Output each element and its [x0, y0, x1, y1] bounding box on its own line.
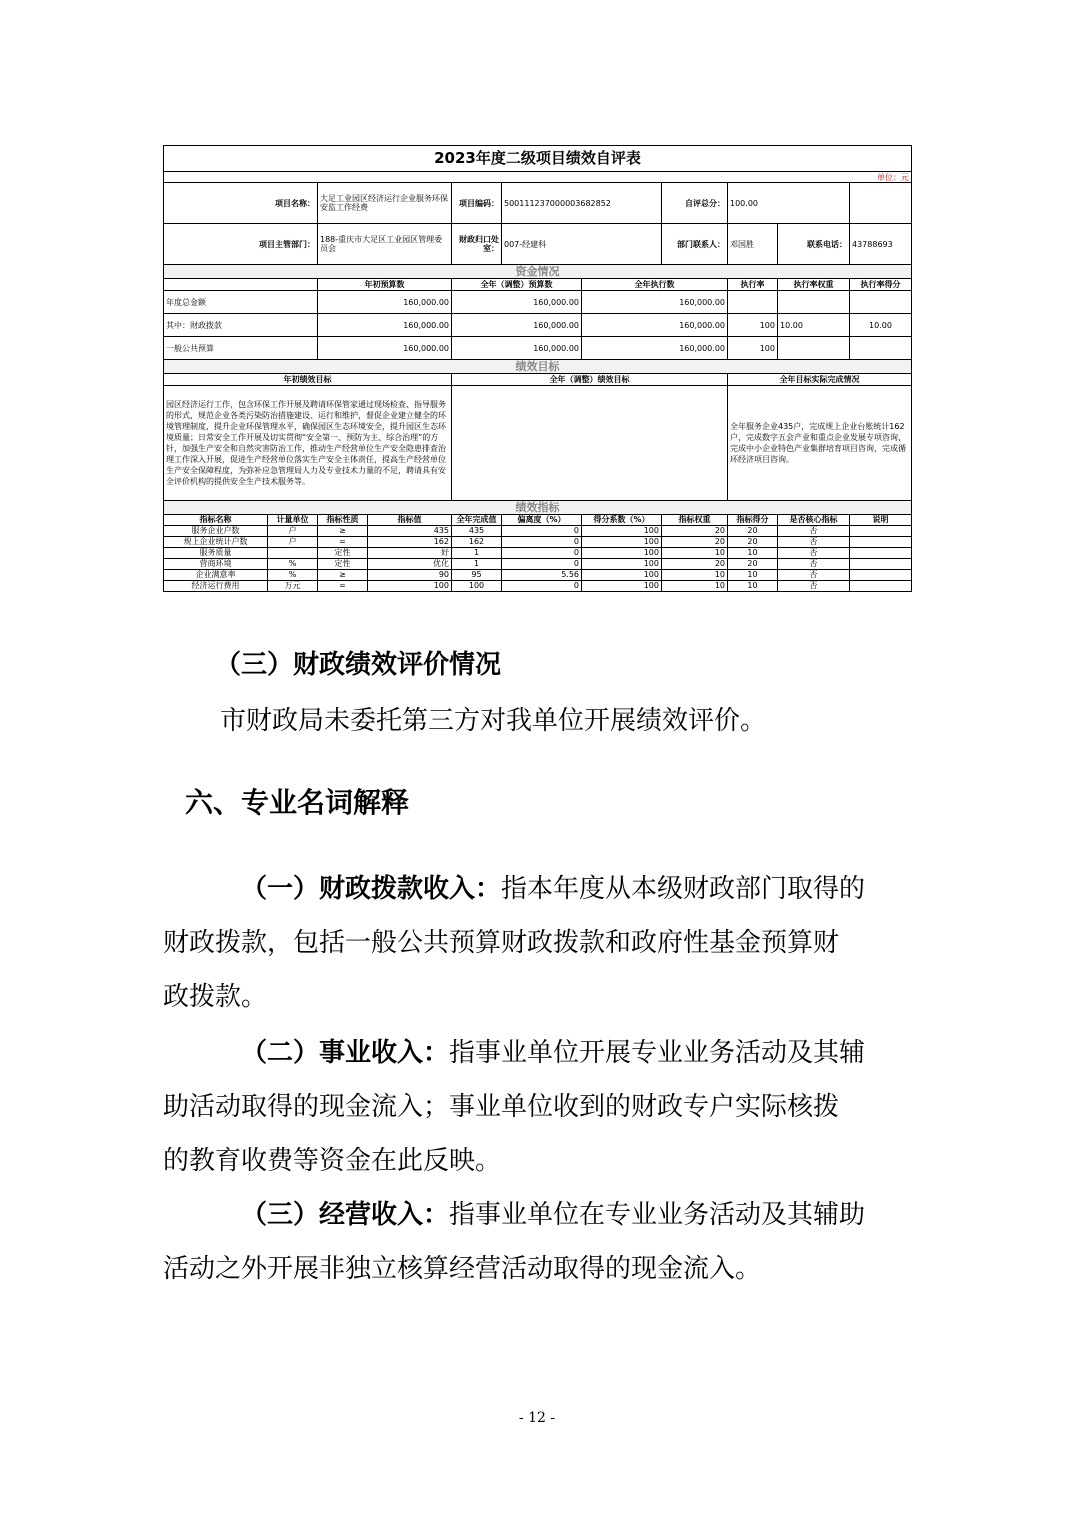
- funds-row-adjusted: 160,000.00: [452, 291, 582, 314]
- ind-coef: 100: [582, 537, 662, 548]
- performance-self-evaluation-table: [163, 145, 912, 592]
- funds-row-weight: 10.00: [778, 314, 850, 337]
- ind-weight: 10: [662, 570, 728, 581]
- funds-row-name: 年度总金额: [164, 291, 318, 314]
- ind-score: 20: [728, 559, 778, 570]
- ind-col-nature: 指标性质: [318, 515, 368, 526]
- funds-col-score: 执行率得分: [850, 279, 912, 291]
- table-title: 2023年度二级项目绩效自评表: [164, 146, 912, 172]
- definition-text: 财政拨款，包括一般公共预算财政拨款和政府性基金预算财: [163, 928, 840, 958]
- dept: 188-重庆市大足区工业园区管理委员会: [318, 224, 452, 265]
- project-name-label: 项目名称：: [164, 183, 318, 224]
- definition-text: 的教育收费等资金在此反映。: [163, 1146, 502, 1176]
- ind-col-note: 说明: [850, 515, 912, 526]
- ind-nature: 定性: [318, 548, 368, 559]
- ind-unit: %: [268, 559, 318, 570]
- ind-col-core: 是否核心指标: [778, 515, 850, 526]
- ind-nature: ≥: [318, 570, 368, 581]
- definition-business-income: [163, 1026, 913, 1188]
- goals-col-initial: 年初绩效目标: [164, 374, 452, 386]
- ind-target: 优化: [368, 559, 452, 570]
- funds-row-name: 其中：财政拨款: [164, 314, 318, 337]
- ind-dev: 0: [502, 559, 582, 570]
- ind-target: 90: [368, 570, 452, 581]
- definition-text: 助活动取得的现金流入；事业单位收到的财政专户实际核拨: [163, 1092, 840, 1122]
- ind-name: 规上企业统计户数: [164, 537, 268, 548]
- ind-score: 20: [728, 537, 778, 548]
- funds-row-initial: 160,000.00: [318, 314, 452, 337]
- funds-row-rate: 100: [728, 337, 778, 360]
- funds-row-name: 一般公共预算: [164, 337, 318, 360]
- funds-col-executed: 全年执行数: [582, 279, 728, 291]
- ind-target: 435: [368, 526, 452, 537]
- total-score-label: 自评总分：: [662, 183, 728, 224]
- ind-weight: 20: [662, 526, 728, 537]
- ind-note: [850, 537, 912, 548]
- ind-score: 10: [728, 581, 778, 592]
- ind-dev: 0: [502, 537, 582, 548]
- empty-cell: [850, 183, 912, 224]
- ind-dev: 0: [502, 581, 582, 592]
- funds-row-executed: 160,000.00: [582, 337, 728, 360]
- ind-col-score: 指标得分: [728, 515, 778, 526]
- ind-core: 否: [778, 537, 850, 548]
- funds-row-executed: 160,000.00: [582, 291, 728, 314]
- section-heading-finance-evaluation: （三）财政绩效评价情况: [215, 650, 502, 680]
- funds-section-header: 资金情况: [164, 265, 912, 279]
- funds-row-score: [850, 291, 912, 314]
- ind-note: [850, 581, 912, 592]
- indicator-row: [164, 570, 912, 581]
- ind-target: 162: [368, 537, 452, 548]
- project-code-label: 项目编码：: [452, 183, 502, 224]
- ind-coef: 100: [582, 526, 662, 537]
- funds-col-rate: 执行率: [728, 279, 778, 291]
- ind-done: 435: [452, 526, 502, 537]
- funds-row-adjusted: 160,000.00: [452, 337, 582, 360]
- indicator-row: [164, 526, 912, 537]
- definition-text: 指事业单位开展专业业务活动及其辅: [449, 1038, 866, 1068]
- ind-col-unit: 计量单位: [268, 515, 318, 526]
- ind-core: 否: [778, 581, 850, 592]
- page-number: - 12 -: [518, 1410, 556, 1426]
- ind-col-dev: 偏离度（%）: [502, 515, 582, 526]
- contact: 邓国胜: [728, 224, 778, 265]
- ind-done: 1: [452, 559, 502, 570]
- ind-note: [850, 548, 912, 559]
- ind-nature: ≥: [318, 526, 368, 537]
- project-code: 500111237000003682852: [502, 183, 662, 224]
- ind-nature: 定性: [318, 559, 368, 570]
- contact-label: 部门联系人：: [662, 224, 728, 265]
- ind-done: 100: [452, 581, 502, 592]
- funds-row-score: [850, 337, 912, 360]
- goals-col-actual: 全年目标实际完成情况: [728, 374, 912, 386]
- finance-office-label: 财政归口处室：: [452, 224, 502, 265]
- ind-weight: 10: [662, 581, 728, 592]
- ind-col-weight: 指标权重: [662, 515, 728, 526]
- dept-label: 项目主管部门：: [164, 224, 318, 265]
- ind-core: 否: [778, 559, 850, 570]
- ind-done: 1: [452, 548, 502, 559]
- ind-note: [850, 559, 912, 570]
- indicator-row: [164, 548, 912, 559]
- definition-text: 指本年度从本级财政部门取得的: [501, 874, 866, 904]
- goals-col-adjusted: 全年（调整）绩效目标: [452, 374, 728, 386]
- ind-score: 10: [728, 570, 778, 581]
- funds-col-weight: 执行率权重: [778, 279, 850, 291]
- ind-coef: 100: [582, 581, 662, 592]
- total-score: 100.00: [728, 183, 850, 224]
- ind-coef: 100: [582, 570, 662, 581]
- ind-target: 好: [368, 548, 452, 559]
- funds-row: [164, 291, 912, 314]
- goals-section-header: 绩效目标: [164, 360, 912, 374]
- ind-name: 营商环境: [164, 559, 268, 570]
- ind-dev: 0: [502, 526, 582, 537]
- finance-evaluation-paragraph: 市财政局未委托第三方对我单位开展绩效评价。: [220, 706, 767, 736]
- definition-operating-income: [163, 1188, 913, 1296]
- ind-target: 100: [368, 581, 452, 592]
- funds-row-initial: 160,000.00: [318, 337, 452, 360]
- ind-name: 服务企业户数: [164, 526, 268, 537]
- project-name: 大足工业园区经济运行企业服务环保安监工作经费: [318, 183, 452, 224]
- funds-row-rate: 100: [728, 314, 778, 337]
- goal-actual-text: 全年服务企业435户，完成规上企业台账统计162户，完成数字五会产业和重点企业发展专项咨询，完成中小企业特色产业集群培育项目咨询，完成循环经济项目咨询。: [728, 386, 912, 501]
- funds-row: [164, 314, 912, 337]
- ind-col-name: 指标名称: [164, 515, 268, 526]
- goal-initial-text: 园区经济运行工作，包含环保工作开展及聘请环保管家通过现场检查、指导服务的形式，规范企业各类污染防治措施建设、运行和维护，督促企业建立健全的环境管理制度，提升企业环保管理水平，确保园区生态环境安全，提升园区生态环境质量；日常安全工作开展及切实贯彻“安全第一、预防为主、综合治理”的方针，加强生产安全和自然灾害防治工作，推动生产经营单位生产安全隐患排查治理工作深入开展，促进生产经营单位落实生产安全主体责任，提高生产经营单位生产安全保障程度，为弥补应急管理局人力及专业技术力量的不足，聘请具有安全评价机构的提供安全生产技术服务等。: [164, 386, 452, 501]
- ind-unit: %: [268, 570, 318, 581]
- funds-row-score: 10.00: [850, 314, 912, 337]
- ind-col-done: 全年完成值: [452, 515, 502, 526]
- funds-col-adjusted: 全年（调整）预算数: [452, 279, 582, 291]
- ind-unit: 户: [268, 537, 318, 548]
- ind-score: 20: [728, 526, 778, 537]
- finance-office: 007-经建科: [502, 224, 662, 265]
- ind-weight: 20: [662, 559, 728, 570]
- ind-name: 服务质量: [164, 548, 268, 559]
- goal-adjusted-text: [452, 386, 728, 501]
- term-business-income: （二）事业收入：: [241, 1038, 450, 1068]
- section-heading-terms: 六、专业名词解释: [185, 786, 410, 819]
- definition-fiscal-allocation: [163, 862, 913, 1024]
- definition-text: 政拨款。: [163, 982, 268, 1012]
- ind-weight: 10: [662, 548, 728, 559]
- ind-col-coef: 得分系数（%）: [582, 515, 662, 526]
- ind-score: 10: [728, 548, 778, 559]
- indicator-row: [164, 537, 912, 548]
- funds-row-initial: 160,000.00: [318, 291, 452, 314]
- definition-text: 指事业单位在专业业务活动及其辅助: [449, 1200, 866, 1230]
- indicator-row: [164, 581, 912, 592]
- ind-done: 162: [452, 537, 502, 548]
- funds-row-rate: [728, 291, 778, 314]
- ind-note: [850, 570, 912, 581]
- ind-unit: [268, 548, 318, 559]
- ind-nature: =: [318, 581, 368, 592]
- funds-row-weight: [778, 291, 850, 314]
- ind-dev: 0: [502, 548, 582, 559]
- funds-row-adjusted: 160,000.00: [452, 314, 582, 337]
- funds-corner: [164, 279, 318, 291]
- ind-coef: 100: [582, 548, 662, 559]
- funds-col-initial: 年初预算数: [318, 279, 452, 291]
- ind-unit: 户: [268, 526, 318, 537]
- ind-unit: 万元: [268, 581, 318, 592]
- indicators-section-header: 绩效指标: [164, 501, 912, 515]
- funds-row-weight: [778, 337, 850, 360]
- indicator-row: [164, 559, 912, 570]
- ind-core: 否: [778, 570, 850, 581]
- term-operating-income: （三）经营收入：: [241, 1200, 450, 1230]
- definition-text: 活动之外开展非独立核算经营活动取得的现金流入。: [163, 1254, 762, 1284]
- ind-name: 经济运行费用: [164, 581, 268, 592]
- term-fiscal-allocation: （一）财政拨款收入：: [241, 874, 502, 904]
- ind-done: 95: [452, 570, 502, 581]
- phone-label: 联系电话：: [778, 224, 850, 265]
- ind-note: [850, 526, 912, 537]
- unit-label: 单位：元: [164, 172, 912, 183]
- ind-col-target: 指标值: [368, 515, 452, 526]
- phone: 43788693: [850, 224, 912, 265]
- ind-core: 否: [778, 548, 850, 559]
- ind-nature: =: [318, 537, 368, 548]
- funds-row: [164, 337, 912, 360]
- ind-dev: 5.56: [502, 570, 582, 581]
- ind-coef: 100: [582, 559, 662, 570]
- ind-weight: 20: [662, 537, 728, 548]
- ind-name: 企业满意率: [164, 570, 268, 581]
- funds-row-executed: 160,000.00: [582, 314, 728, 337]
- ind-core: 否: [778, 526, 850, 537]
